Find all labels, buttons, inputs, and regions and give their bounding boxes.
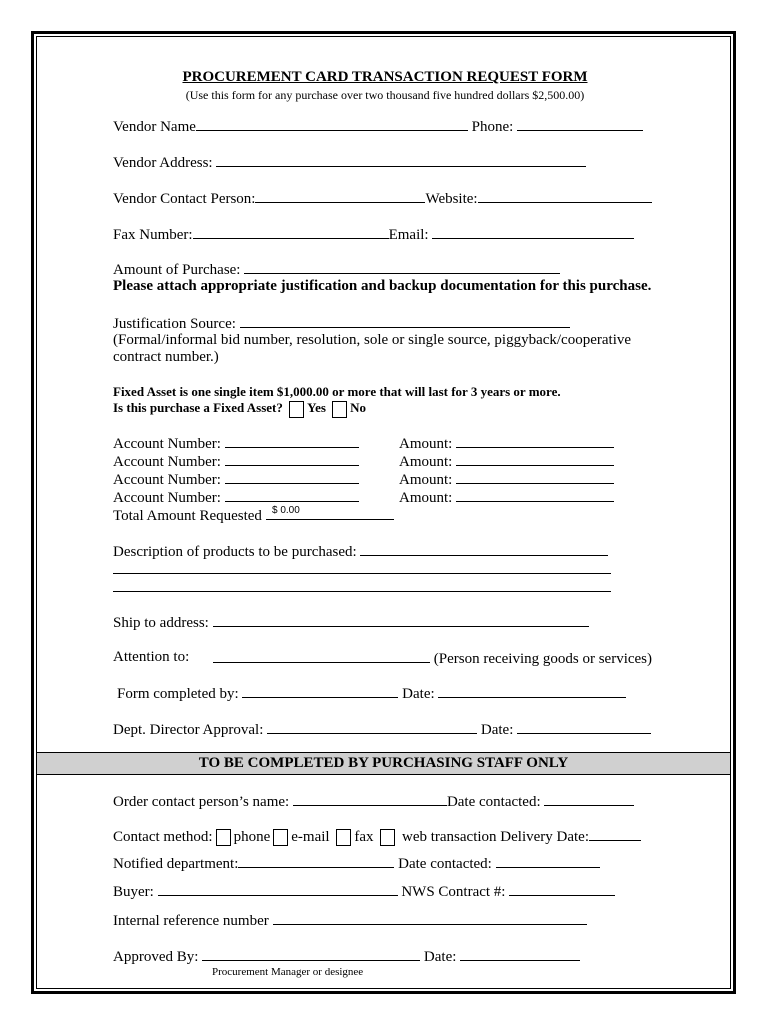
amount-col-label: Amount: xyxy=(399,454,453,470)
fixed-asset-note: Fixed Asset is one single item $1,000.00 or more that will last for 3 years or more. xyxy=(113,384,561,399)
vendor-address-label: Vendor Address: xyxy=(113,155,213,171)
yes-label: Yes xyxy=(307,400,326,415)
internal-ref-label: Internal reference number xyxy=(113,913,269,929)
contact-method-row xyxy=(113,826,641,846)
account-amount-field[interactable] xyxy=(456,451,614,466)
attention-field-row xyxy=(213,648,652,668)
date-label: Date: xyxy=(480,722,514,738)
internal-ref-field[interactable] xyxy=(273,910,587,925)
director-label: Dept. Director Approval: xyxy=(113,722,264,738)
attention-label: Attention to: xyxy=(113,649,190,665)
approved-by-label: Approved By: xyxy=(113,949,199,965)
director-row xyxy=(113,719,651,739)
order-contact-row xyxy=(113,791,634,811)
description-line-2[interactable] xyxy=(113,573,611,574)
internal-ref-row xyxy=(113,910,587,930)
director-field[interactable] xyxy=(267,719,477,734)
account-label: Account Number: xyxy=(113,454,221,470)
form-subtitle: (Use this form for any purchase over two thousand five hundred dollars $2,500.00) xyxy=(185,88,585,102)
notified-dept-label: Notified department: xyxy=(113,856,239,872)
date-label: Date: xyxy=(402,686,435,702)
email-checkbox[interactable] xyxy=(273,829,288,846)
website-field[interactable] xyxy=(478,188,652,203)
account-amount-row xyxy=(399,469,614,489)
completed-by-label: Form completed by: xyxy=(117,686,239,702)
fax-email-row xyxy=(113,224,634,244)
attention-hint: (Person receiving goods or services) xyxy=(433,651,653,667)
account-amount-row xyxy=(399,451,614,471)
amount-col-label: Amount: xyxy=(399,490,453,506)
order-contact-field[interactable] xyxy=(293,791,447,806)
phone-checkbox[interactable] xyxy=(216,829,231,846)
description-line-3[interactable] xyxy=(113,591,611,592)
vendor-name-field[interactable] xyxy=(196,116,468,131)
phone-option: phone xyxy=(233,829,271,845)
total-row xyxy=(113,505,394,525)
description-field[interactable] xyxy=(360,541,608,556)
no-checkbox[interactable] xyxy=(332,401,347,418)
account-field[interactable] xyxy=(225,487,359,502)
attach-note: Please attach appropriate justification and backup documentation for this purchase. xyxy=(113,278,652,294)
director-date-field[interactable] xyxy=(517,719,651,734)
ship-field[interactable] xyxy=(213,612,589,627)
approver-caption: Procurement Manager or designee xyxy=(212,966,364,978)
vendor-name-row xyxy=(113,116,643,136)
attention-field[interactable] xyxy=(213,648,430,663)
account-amount-row xyxy=(399,487,614,507)
account-row xyxy=(113,487,359,507)
form-title: PROCUREMENT CARD TRANSACTION REQUEST FORM xyxy=(182,69,588,85)
account-amount-row xyxy=(399,433,614,453)
notified-row xyxy=(113,853,600,873)
account-row xyxy=(113,469,359,489)
account-field[interactable] xyxy=(225,451,359,466)
account-row xyxy=(113,451,359,471)
completed-by-field[interactable] xyxy=(242,683,398,698)
account-amount-field[interactable] xyxy=(456,469,614,484)
buyer-row xyxy=(113,881,615,901)
date-contacted-label: Date contacted: xyxy=(446,794,541,810)
account-amount-field[interactable] xyxy=(456,433,614,448)
date-label: Date: xyxy=(423,949,457,965)
amount-col-label: Amount: xyxy=(399,436,453,452)
approved-by-field[interactable] xyxy=(202,946,420,961)
vendor-address-row xyxy=(113,152,586,172)
justification-field[interactable] xyxy=(240,313,570,328)
justification-row xyxy=(113,313,570,333)
phone-label: Phone: xyxy=(471,119,514,135)
fax-checkbox[interactable] xyxy=(336,829,351,846)
notified-date-field[interactable] xyxy=(496,853,600,868)
delivery-date-field[interactable] xyxy=(589,826,641,841)
total-value: $ 0.00 xyxy=(272,505,300,516)
vendor-name-label: Vendor Name xyxy=(113,119,196,135)
account-row xyxy=(113,433,359,453)
no-label: No xyxy=(350,400,367,415)
justification-hint-2: contract number.) xyxy=(113,349,219,365)
yes-checkbox[interactable] xyxy=(289,401,304,418)
web-option: web transaction xyxy=(401,829,497,845)
email-field[interactable] xyxy=(432,224,634,239)
amount-col-label: Amount: xyxy=(399,472,453,488)
ship-row xyxy=(113,612,589,632)
website-label: Website: xyxy=(425,191,478,207)
vendor-contact-row xyxy=(113,188,652,208)
account-label: Account Number: xyxy=(113,436,221,452)
completed-date-field[interactable] xyxy=(438,683,626,698)
fixed-asset-question: Is this purchase a Fixed Asset? xyxy=(113,400,283,415)
fax-option: fax xyxy=(354,829,374,845)
justification-hint-1: (Formal/informal bid number, resolution, sole or single source, piggyback/cooperative xyxy=(113,332,632,348)
contact-method-label: Contact method: xyxy=(113,829,213,845)
email-option: e-mail xyxy=(291,829,330,845)
buyer-field[interactable] xyxy=(158,881,398,896)
approved-date-field[interactable] xyxy=(460,946,580,961)
fax-label: Fax Number: xyxy=(113,227,193,243)
vendor-address-field[interactable] xyxy=(216,152,586,167)
notified-dept-field[interactable] xyxy=(238,853,394,868)
order-contact-label: Order contact person’s name: xyxy=(113,794,290,810)
description-row xyxy=(113,541,608,561)
fixed-asset-row xyxy=(113,399,366,418)
account-amount-field[interactable] xyxy=(456,487,614,502)
justification-label: Justification Source: xyxy=(113,316,236,332)
description-label: Description of products to be purchased: xyxy=(113,544,357,560)
ship-label: Ship to address: xyxy=(113,615,209,631)
buyer-label: Buyer: xyxy=(113,884,154,900)
vendor-contact-label: Vendor Contact Person: xyxy=(113,191,256,207)
attention-row xyxy=(113,648,189,666)
completed-row xyxy=(117,683,626,703)
amount-field[interactable] xyxy=(244,259,560,274)
account-field[interactable] xyxy=(225,433,359,448)
date-contacted-label: Date contacted: xyxy=(398,856,492,872)
fax-field[interactable] xyxy=(193,224,389,239)
account-label: Account Number: xyxy=(113,472,221,488)
total-label: Total Amount Requested xyxy=(113,508,262,524)
web-checkbox[interactable] xyxy=(380,829,395,846)
email-label: Email: xyxy=(388,227,429,243)
amount-row xyxy=(113,259,560,279)
account-field[interactable] xyxy=(225,469,359,484)
delivery-date-label: Delivery Date: xyxy=(500,829,590,845)
vendor-contact-field[interactable] xyxy=(255,188,425,203)
amount-label: Amount of Purchase: xyxy=(113,262,241,278)
nws-label: NWS Contract #: xyxy=(401,884,506,900)
date-contacted-field[interactable] xyxy=(544,791,634,806)
nws-field[interactable] xyxy=(509,881,615,896)
phone-field[interactable] xyxy=(517,116,643,131)
account-label: Account Number: xyxy=(113,490,221,506)
staff-banner: TO BE COMPLETED BY PURCHASING STAFF ONLY xyxy=(37,752,730,775)
